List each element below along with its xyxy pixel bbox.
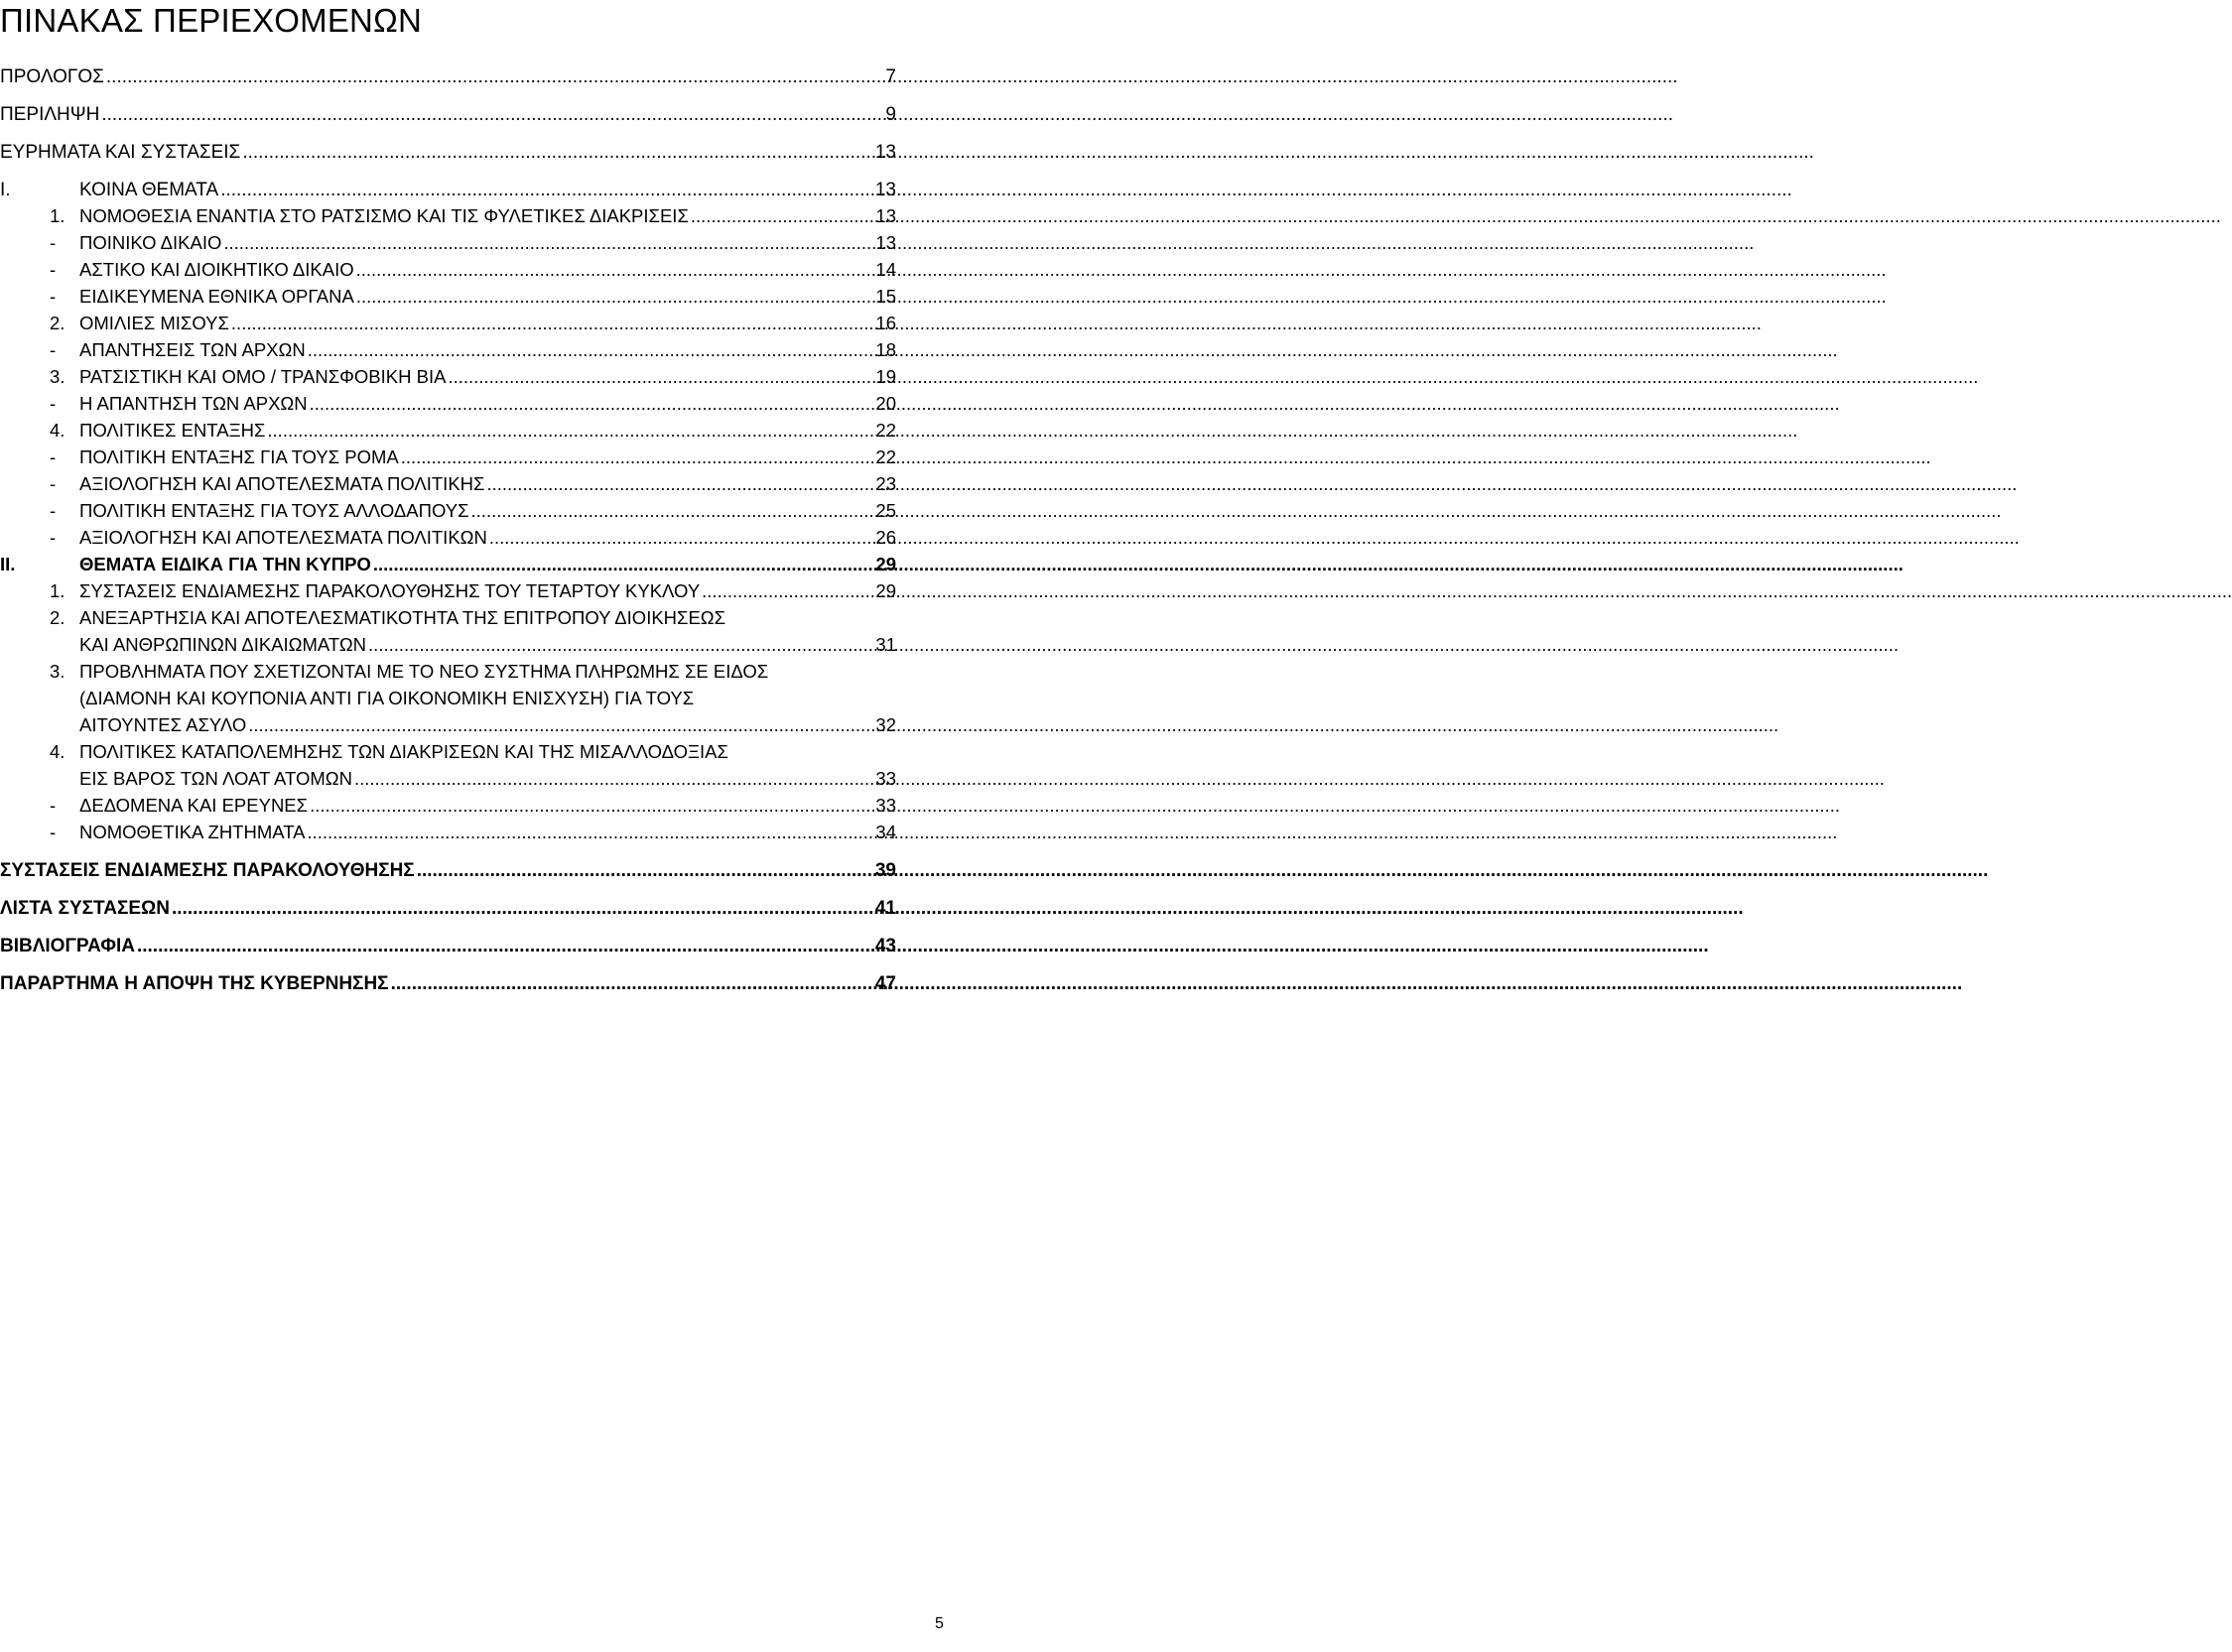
- toc-entry[interactable]: [0, 141, 896, 164]
- toc-leader-dots: [310, 392, 874, 415]
- toc-entry-title: ΠΟΙΝΙΚΟ ΔΙΚΑΙΟ: [79, 232, 222, 253]
- toc-entry-title: ΠΡΟΒΛΗΜΑΤΑ ΠΟΥ ΣΧΕΤΙΖΟΝΤΑΙ ΜΕ ΤΟ ΝΕΟ ΣΥΣΤΗΜΑ ΠΛΗΡΩΜΗΣ ΣΕ ΕΙΔΟΣ: [79, 661, 769, 682]
- toc-entry[interactable]: [79, 767, 896, 790]
- toc-entry-page: 20: [875, 393, 896, 414]
- toc-entry-page: 25: [875, 500, 896, 521]
- toc-leader-dots: [448, 365, 873, 388]
- toc-entry-number: 2.: [50, 313, 66, 333]
- toc-leader-dots: [486, 472, 873, 495]
- toc-entry-number: -: [50, 795, 57, 816]
- toc-entry-page: 15: [875, 286, 896, 307]
- toc-entry-number: -: [50, 446, 57, 467]
- toc-entry-first-line[interactable]: [50, 660, 768, 683]
- toc-entry-page: 23: [875, 473, 896, 494]
- toc-entry-page: 18: [875, 339, 896, 360]
- toc-entry-number: -: [50, 473, 57, 494]
- toc-entry-number: -: [50, 500, 57, 521]
- toc-leader-dots: [310, 794, 873, 817]
- toc-entry[interactable]: [50, 204, 896, 227]
- toc-entry-page: 29: [875, 580, 896, 601]
- toc-entry-page: 31: [875, 634, 896, 655]
- toc-entry[interactable]: [50, 472, 896, 495]
- toc-entry-page: 13: [874, 180, 896, 200]
- toc-entry-title: ΠΡΟΛΟΓΟΣ: [0, 66, 104, 87]
- toc-leader-dots: [391, 972, 873, 995]
- toc-entry-title: ΠΑΡΑΡΤΗΜΑ Η ΑΠΟΨΗ ΤΗΣ ΚΥΒΕΡΝΗΣΗΣ: [0, 973, 389, 994]
- toc-entry-page: 22: [875, 446, 896, 467]
- toc-entry-title: ΝΟΜΟΘΕΤΙΚΑ ΖΗΤΗΜΑΤΑ: [79, 822, 306, 842]
- toc-entry-title: ΑΞΙΟΛΟΓΗΣΗ ΚΑΙ ΑΠΟΤΕΛΕΣΜΑΤΑ ΠΟΛΙΤΙΚΩΝ: [79, 527, 487, 548]
- toc-entry-title-cont2: ΑΙΤΟΥΝΤΕΣ ΑΣΥΛΟ: [79, 714, 247, 735]
- toc-entry-title: ΕΙΔΙΚΕΥΜΕΝΑ ΕΘΝΙΚΑ ΟΡΓΑΝΑ: [79, 286, 354, 307]
- toc-entry-title: ΔΕΔΟΜΕΝΑ ΚΑΙ ΕΡΕΥΝΕΣ: [79, 795, 309, 816]
- toc-entry-page: 26: [875, 527, 896, 548]
- toc-entry-page: 39: [874, 860, 896, 881]
- toc-entry-number: 1.: [50, 205, 66, 226]
- toc-entry-page: 7: [885, 66, 896, 87]
- toc-entry-page: 34: [875, 822, 896, 842]
- toc-entry[interactable]: [79, 633, 896, 656]
- toc-entry-first-line[interactable]: [50, 740, 728, 763]
- page-title: ΠΙΝΑΚΑΣ ΠΕΡΙΕΧΟΜΕΝΩΝ: [0, 2, 422, 39]
- toc-leader-dots: [307, 821, 873, 843]
- toc-entry[interactable]: [50, 419, 896, 442]
- toc-entry[interactable]: [50, 794, 896, 817]
- toc-entry[interactable]: [50, 526, 896, 549]
- toc-entry-number: 3.: [50, 661, 66, 682]
- toc-leader-dots: [356, 285, 874, 308]
- toc-entry-number: -: [50, 339, 57, 360]
- toc-entry-title: ΑΝΕΞΑΡΤΗΣΙΑ ΚΑΙ ΑΠΟΤΕΛΕΣΜΑΤΙΚΟΤΗΤΑ ΤΗΣ ΕΠΙΤΡΟΠΟΥ ΔΙΟΙΚΗΣΕΩΣ: [79, 607, 726, 628]
- toc-entry-number: -: [50, 822, 57, 842]
- toc-entry[interactable]: [50, 312, 896, 334]
- toc-entry-page: 22: [875, 420, 896, 441]
- toc-entry-page: 14: [875, 259, 896, 280]
- toc-entry[interactable]: [50, 445, 896, 468]
- toc-leader-dots: [368, 633, 873, 656]
- toc-leader-dots: [471, 499, 874, 522]
- toc-entry-title: ΚΟΙΝΑ ΘΕΜΑΤΑ: [79, 180, 219, 200]
- toc-entry-title: ΠΕΡΙΛΗΨΗ: [0, 104, 100, 125]
- toc-entry[interactable]: [0, 935, 896, 957]
- toc-entry-page: 13: [874, 142, 896, 163]
- toc-entry-title: ΣΥΣΤΑΣΕΙΣ ΕΝΔΙΑΜΕΣΗΣ ΠΑΡΑΚΟΛΟΥΘΗΣΗΣ ΤΟΥ ΤΕΤΑΡΤΟΥ ΚΥΚΛΟΥ: [79, 580, 701, 601]
- toc-entry[interactable]: [0, 972, 896, 995]
- toc-entry-page: 43: [874, 936, 896, 956]
- toc-entry-page: 41: [874, 898, 896, 919]
- toc-entry[interactable]: [0, 897, 896, 920]
- toc-entry-number: -: [50, 286, 57, 307]
- toc-leader-dots: [101, 103, 883, 126]
- toc-entry-title-cont: ΚΑΙ ΑΝΘΡΩΠΙΝΩΝ ΔΙΚΑΙΩΜΑΤΩΝ: [79, 634, 367, 655]
- toc-entry-title: ΠΟΛΙΤΙΚΕΣ ΕΝΤΑΞΗΣ: [79, 420, 266, 441]
- toc-entry-title: ΠΟΛΙΤΙΚΕΣ ΚΑΤΑΠΟΛΕΜΗΣΗΣ ΤΩΝ ΔΙΑΚΡΙΣΕΩΝ ΚΑΙ ΤΗΣ ΜΙΣΑΛΛΟΔΟΞΙΑΣ: [79, 741, 728, 762]
- table-of-contents: [0, 0, 953, 1652]
- toc-entry-page: 33: [875, 768, 896, 789]
- toc-leader-dots: [489, 526, 874, 549]
- toc-entry-title: ΛΙΣΤΑ ΣΥΣΤΑΣΕΩΝ: [0, 898, 170, 919]
- toc-entry-number: -: [50, 393, 57, 414]
- toc-entry[interactable]: [50, 499, 896, 522]
- toc-entry[interactable]: [0, 553, 896, 575]
- toc-leader-dots: [223, 231, 873, 254]
- toc-entry-page: 13: [875, 205, 896, 226]
- toc-entry-title: ΡΑΤΣΙΣΤΙΚΗ ΚΑΙ ΟΜΟ / ΤΡΑΝΣΦΟΒΙΚΗ ΒΙΑ: [79, 366, 447, 387]
- toc-entry-page: 47: [874, 973, 896, 994]
- toc-entry-number: I.: [0, 180, 11, 200]
- toc-leader-dots: [106, 65, 884, 88]
- toc-entry-title: ΒΙΒΛΙΟΓΡΑΦΙΑ: [0, 936, 135, 956]
- toc-entry-title: ΝΟΜΟΘΕΣΙΑ ΕΝΑΝΤΙΑ ΣΤΟ ΡΑΤΣΙΣΜΟ ΚΑΙ ΤΙΣ ΦΥΛΕΤΙΚΕΣ ΔΙΑΚΡΙΣΕΙΣ: [79, 205, 689, 226]
- toc-entry-number: -: [50, 527, 57, 548]
- toc-leader-dots: [220, 179, 873, 201]
- toc-entry-title: ΟΜΙΛΙΕΣ ΜΙΣΟΥΣ: [79, 313, 229, 333]
- toc-entry[interactable]: [50, 338, 896, 361]
- toc-entry-page: 29: [875, 554, 896, 574]
- toc-entry[interactable]: [79, 713, 896, 736]
- toc-entry[interactable]: [0, 103, 896, 126]
- toc-leader-dots: [702, 579, 873, 602]
- toc-entry-page: 13: [875, 232, 896, 253]
- toc-entry[interactable]: [50, 821, 896, 843]
- toc-leader-dots: [356, 258, 874, 281]
- toc-leader-dots: [417, 859, 873, 882]
- toc-entry-number: 1.: [50, 580, 66, 601]
- toc-entry[interactable]: [0, 65, 896, 88]
- toc-entry-number: -: [50, 259, 57, 280]
- page-number: 5: [935, 1615, 944, 1632]
- toc-leader-dots: [172, 897, 873, 920]
- toc-entry-number: -: [50, 232, 57, 253]
- toc-entry[interactable]: [50, 579, 896, 602]
- toc-leader-dots: [242, 141, 873, 164]
- toc-entry-page: 32: [875, 714, 896, 735]
- toc-entry-number: 4.: [50, 741, 66, 762]
- toc-entry-title-cont: (ΔΙΑΜΟΝΗ ΚΑΙ ΚΟΥΠΟΝΙΑ ΑΝΤΙ ΓΙΑ ΟΙΚΟΝΟΜΙΚΗ ΕΝΙΣΧΥΣΗ) ΓΙΑ ΤΟΥΣ: [79, 688, 695, 708]
- toc-entry-number: 2.: [50, 607, 66, 628]
- toc-entry[interactable]: [50, 392, 896, 415]
- toc-leader-dots: [401, 445, 874, 468]
- toc-entry[interactable]: [0, 179, 896, 201]
- toc-leader-dots: [308, 338, 874, 361]
- toc-entry-number: 3.: [50, 366, 66, 387]
- toc-leader-dots: [267, 419, 873, 442]
- toc-entry-title: ΠΟΛΙΤΙΚΗ ΕΝΤΑΞΗΣ ΓΙΑ ΤΟΥΣ ΡΟΜΑ: [79, 446, 399, 467]
- toc-entry-page: 33: [875, 795, 896, 816]
- toc-entry-title: ΑΣΤΙΚΟ ΚΑΙ ΔΙΟΙΚΗΤΙΚΟ ΔΙΚΑΙΟ: [79, 259, 354, 280]
- toc-entry-number: 4.: [50, 420, 66, 441]
- toc-entry-page: 9: [885, 104, 896, 125]
- toc-entry-title: ΠΟΛΙΤΙΚΗ ΕΝΤΑΞΗΣ ΓΙΑ ΤΟΥΣ ΑΛΛΟΔΑΠΟΥΣ: [79, 500, 469, 521]
- toc-entry[interactable]: [50, 231, 896, 254]
- toc-leader-dots: [373, 553, 874, 575]
- toc-entry-title: ΣΥΣΤΑΣΕΙΣ ΕΝΔΙΑΜΕΣΗΣ ΠΑΡΑΚΟΛΟΥΘΗΣΗΣ: [0, 860, 415, 881]
- toc-entry[interactable]: [50, 365, 896, 388]
- toc-entry-title-cont: ΕΙΣ ΒΑΡΟΣ ΤΩΝ ΛΟΑΤ ΑΤΟΜΩΝ: [79, 768, 352, 789]
- toc-entry-first-line[interactable]: [50, 606, 725, 629]
- toc-leader-dots: [137, 935, 873, 957]
- toc-entry[interactable]: [50, 258, 896, 281]
- toc-entry-page: 16: [875, 313, 896, 333]
- toc-entry-number: II.: [0, 554, 16, 574]
- toc-leader-dots: [691, 204, 874, 227]
- toc-entry[interactable]: [50, 285, 896, 308]
- toc-leader-dots: [248, 713, 873, 736]
- toc-leader-dots: [354, 767, 873, 790]
- toc-entry-page: 19: [875, 366, 896, 387]
- toc-entry-title: ΑΠΑΝΤΗΣΕΙΣ ΤΩΝ ΑΡΧΩΝ: [79, 339, 306, 360]
- toc-leader-dots: [231, 312, 874, 334]
- toc-entry-title: Η ΑΠΑΝΤΗΣΗ ΤΩΝ ΑΡΧΩΝ: [79, 393, 308, 414]
- toc-entry-title: ΑΞΙΟΛΟΓΗΣΗ ΚΑΙ ΑΠΟΤΕΛΕΣΜΑΤΑ ΠΟΛΙΤΙΚΗΣ: [79, 473, 485, 494]
- toc-entry-title: ΕΥΡΗΜΑΤΑ ΚΑΙ ΣΥΣΤΑΣΕΙΣ: [0, 142, 241, 163]
- toc-entry-title: ΘΕΜΑΤΑ ΕΙΔΙΚΑ ΓΙΑ ΤΗΝ ΚΥΠΡΟ: [79, 554, 371, 574]
- toc-entry[interactable]: [0, 859, 896, 882]
